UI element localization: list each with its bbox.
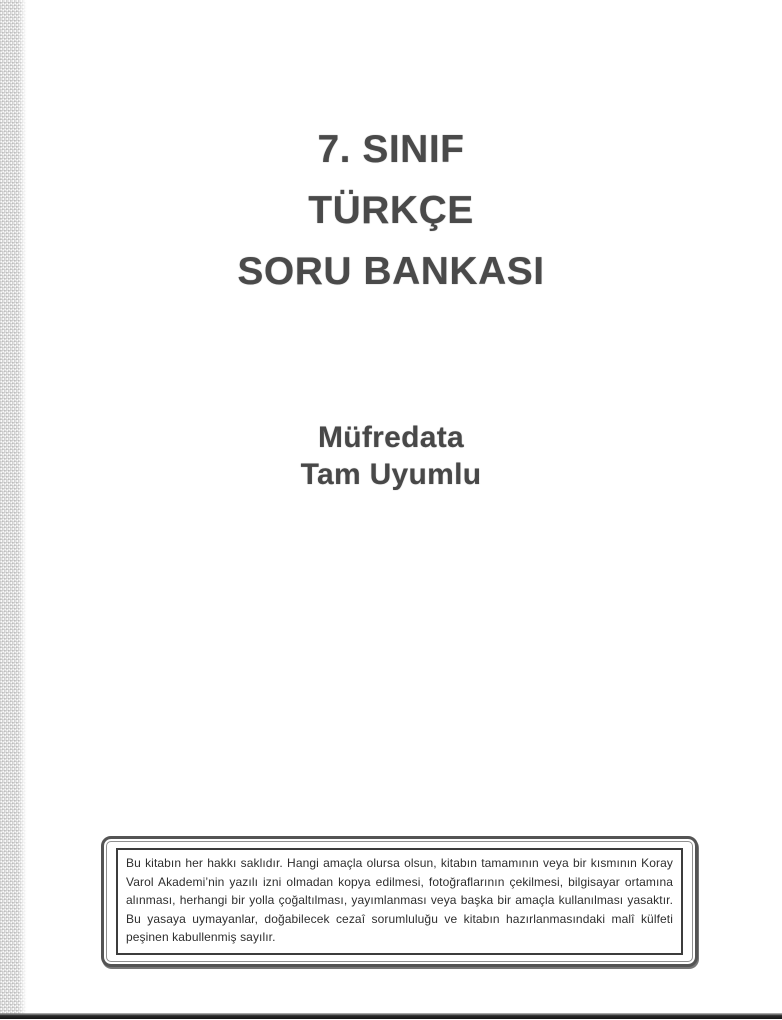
subtitle-line-1: Müfredata (317, 421, 465, 454)
copyright-notice: Bu kitabın her hakkı saklıdır. Hangi amaçla olursa olsun, kitabın tamamının veya bir kısmının Koray Varol Akademi’nin yazılı izni olmadan kopya edilmesi, fotoğraflarının çekilmesi, bilgisayar ortamına alınması, herhangi bir yolla çoğaltılması, yayımlanması veya başka bir amaçla kullanılması yasaktır. Bu yasaya uymayanlar, doğabilecek cezaî sorumluluğu ve kitabın hazırlanmasındaki malî külfeti peşinen kabullenmiş sayılır. (126, 856, 673, 945)
book-subtitle (0, 419, 782, 493)
copyright-inner-frame (116, 848, 683, 955)
title-line-subject: TÜRKÇE (308, 189, 474, 232)
copyright-box (101, 836, 698, 967)
title-line-type: SORU BANKASI (237, 250, 545, 293)
scan-bottom-edge (0, 1013, 782, 1019)
title-line-grade: 7. SINIF (317, 128, 465, 171)
subtitle-line-2: Tam Uyumlu (300, 458, 482, 491)
book-title (0, 119, 782, 302)
